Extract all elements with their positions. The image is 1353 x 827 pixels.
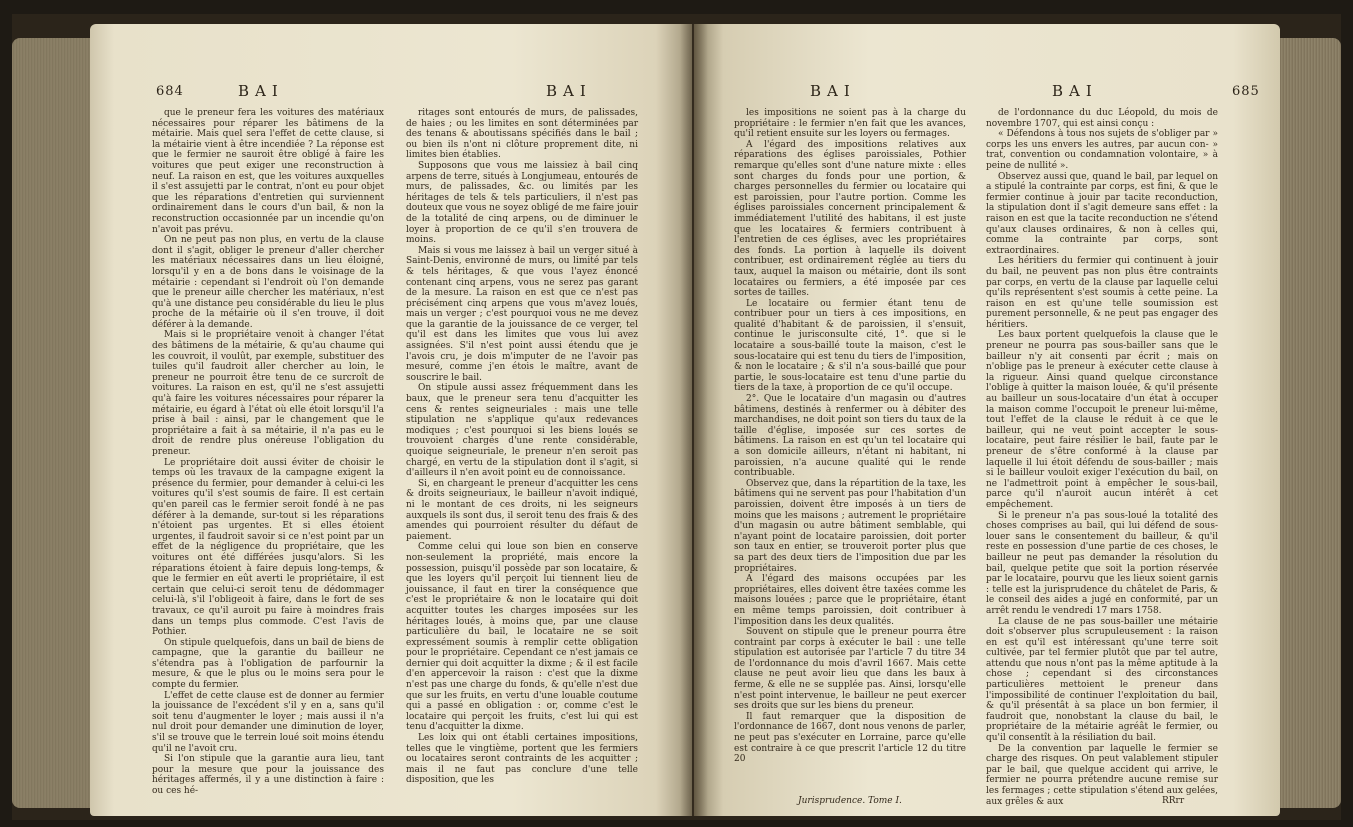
left-page-number: 684 [156, 84, 184, 99]
right-page-number: 685 [1232, 84, 1260, 99]
right-headword-1: BAI [810, 82, 856, 100]
paragraph: Il faut remarquer que la disposition de l'ordonnance de 1667, dont nous venons de parler, ne peut pas s'exécuter en Lorraine, parce qu'elle est contraire à ce que prescrit l'article 12 du titre 20 [734, 711, 966, 765]
left-headword-1: BAI [238, 82, 284, 100]
paragraph: 2°. Que le locataire d'un magasin ou d'autres bâtimens, destinés à renfermer ou à débiter des marchandises, ne doit point son tiers du taux de la taille d'église, imposée sur ces sortes de bâtimens. La raison en est qu'un tel locataire qui a son domicile ailleurs, n'étant ni habitant, ni paroissien, n'a aucune qualité qui le rende contribuable. [734, 394, 966, 479]
paragraph: « Défendons à tous nos sujets de s'obliger par » corps les uns envers les autres, par aucun con- » trat, convention ou condamnation volontaire, » à peine de nullité ». [986, 129, 1218, 171]
paragraph: ritages sont entourés de murs, de palissades, de haies ; ou les limites en sont déterminées par des tenans & aboutissans spécifiés dans le bail ; ou bien ils n'ont ni clôture proprement dite, ni limites bien établies. [406, 108, 638, 161]
paragraph: Mais si le propriétaire venoit à changer l'état des bâtimens de la métairie, & qu'au chaume qui les couvroit, il voulût, par exemple, substituer des tuiles qu'il faudroit aller chercher au loin, le preneur ne pourroit être tenu de ce surcroît de voitures. La raison en est, qu'il ne s'est assujetti qu'à faire les voitures nécessaires pour réparer la métairie, eu égard à l'état où elle étoit lorsqu'il l'a prise à bail : ainsi, par le changement que le propriétaire a fait à sa métairie, il n'a pas eu le droit de rendre plus onéreuse l'obligation du preneur. [152, 330, 384, 457]
book-spread [12, 14, 1341, 820]
footer-volume: Jurisprudence. Tome I. [798, 796, 902, 806]
paragraph: Observez aussi que, quand le bail, par lequel on a stipulé la contrainte par corps, est fini, & que le fermier continue à jouir par tacite reconduction, la stipulation dont il s'agit demeure sans effet : la raison en est que la tacite reconduction ne s'étend qu'aux clauses ordinaires, & non à celles qui, comme la contrainte par corps, sont extraordinaires. [986, 171, 1218, 256]
right-headword-2: BAI [1052, 82, 1098, 100]
paragraph: Le locataire ou fermier étant tenu de contribuer pour un tiers à ces impositions, en qualité d'habitant & de paroissien, il s'ensuit, continue le jurisconsulte cité, 1°. que si le locataire a sous-baillé toute la maison, c'est le sous-locataire qui est tenu du tiers de l'imposition, & non le locataire ; & s'il n'a sous-baillé que pour partie, le sous-locataire est tenu d'une partie du tiers de la taxe, à proportion de ce qu'il occupe. [734, 298, 966, 394]
paragraph: de l'ordonnance du duc Léopold, du mois de novembre 1707, qui est ainsi conçu : [986, 108, 1218, 129]
paragraph: On stipule aussi assez fréquemment dans les baux, que le preneur sera tenu d'acquitter les cens & rentes seigneuriales : mais une telle stipulation ne s'applique qu'aux redevances modiques ; c'est pourquoi si les biens loués se trouvoient chargés d'une rente considérable, quoique seigneuriale, le preneur n'en seroit pas chargé, en vertu de la stipulation dont il s'agit, si d'ailleurs il n'en avoit point eu de connoissance. [406, 383, 638, 479]
right-column-2 [986, 108, 1218, 807]
paragraph: Le propriétaire doit aussi éviter de choisir le temps où les travaux de la campagne exigent la présence du fermier, pour demander à celui-ci les voitures qu'il s'est soumis de faire. Il est certain qu'en pareil cas le fermier seroit fondé à ne pas déférer à la demande, sur-tout si les réparations n'étoient pas urgentes. Et si elles étoient urgentes, il faudroit savoir si ce n'est point par un effet de la négligence du propriétaire, que les voitures ont été différées jusqu'alors. Si les réparations étoient à faire depuis long-temps, & que le fermier en eût averti le propriétaire, il est certain que celui-ci seroit tenu de dédommager celui-là, s'il l'obligeoit à faire, dans le fort de ses travaux, ce qu'il auroit pu faire à moindres frais dans un temps plus commode. C'est l'avis de Pothier. [152, 457, 384, 638]
paragraph: Comme celui qui loue son bien en conserve non-seulement la propriété, mais encore la possession, puisqu'il possède par son locataire, & que les loyers qu'il perçoit lui tiennent lieu de jouissance, il faut en tirer la conséquence que c'est le propriétaire & non le locataire qui doit acquitter toutes les charges imposées sur les héritages loués, à moins que, par une clause particulière du bail, le locataire ne se soit expressément soumis à remplir cette obligation pour le propriétaire. Cependant ce n'est jamais ce dernier qui doit acquitter la dixme ; & il est facile d'en appercevoir la raison : c'est que la dixme n'est pas une charge du fonds, & qu'elle n'est due que sur les fruits, en vertu d'une louable coutume qui a passé en obligation : or, comme c'est le locataire qui perçoit les fruits, c'est lui qui est tenu d'acquitter la dixme. [406, 542, 638, 733]
left-page [90, 24, 692, 816]
right-running-head [694, 82, 1280, 104]
left-headword-2: BAI [546, 82, 592, 100]
paragraph: Observez que, dans la répartition de la taxe, les bâtimens qui ne servent pas pour l'habitation d'un paroissien, doivent être imposés à un tiers de moins que les maisons ; autrement le propriétaire d'un magasin ou autre bâtiment semblable, qui n'ayant point de locataire paroissien, doit porter son taux en entier, se trouveroit porter plus que sa part des deux tiers de l'imposition due par les propriétaires. [734, 478, 966, 574]
paragraph: les impositions ne soient pas à la charge du propriétaire : le fermier n'en fait que les avances, qu'il retient ensuite sur les loyers ou fermages. [734, 108, 966, 140]
paragraph: De la convention par laquelle le fermier se charge des risques. On peut valablement stipuler par le bail, que quelque accident qui arrive, le fermier ne pourra prétendre aucune remise sur les fermages ; cette stipulation s'étend aux gelées, aux grêles & aux [986, 743, 1218, 807]
paragraph: On ne peut pas non plus, en vertu de la clause dont il s'agit, obliger le preneur d'aller chercher les matériaux nécessaires dans un lieu éloigné, lorsqu'il y en a de bons dans le voisinage de la métairie : cependant si l'endroit où l'on demande que le preneur aille chercher les matériaux, n'est qu'à une distance peu considérable du lieu le plus proche de la métairie où il s'en trouve, il doit déférer à la demande. [152, 235, 384, 330]
right-page [694, 24, 1280, 816]
paragraph: Mais si vous me laissez à bail un verger situé à Saint-Denis, environné de murs, ou limité par tels & tels héritages, & que vous l'ayez énoncé contenant cinq arpens, vous ne serez pas garant de la mesure. La raison en est que ce n'est pas précisément cinq arpens que vous m'avez loués, mais un verger ; c'est pourquoi vous ne me devez que la garantie de la jouissance de ce verger, tel qu'il est dans les limites que vous lui avez assignées. S'il n'est point aussi étendu que je l'avois cru, je dois m'imputer de ne l'avoir pas mesuré, comme j'en étois le maître, avant de souscrire le bail. [406, 245, 638, 383]
paragraph: La clause de ne pas sous-bailler une métairie doit s'observer plus scrupuleusement : la raison en est qu'il est intéressant qu'une terre soit cultivée, par tel fermier plutôt que par tel autre, attendu que nous n'ont pas la même aptitude à la chose ; cependant si des circonstances particulières mettoient le preneur dans l'impossibilité de continuer l'exploitation du bail, & qu'il présentât à sa place un bon fermier, il faudroit que, nonobstant la clause du bail, le propriétaire de la métairie agréât le fermier, ou qu'il consentît à la résiliation du bail. [986, 616, 1218, 744]
paragraph: Les héritiers du fermier qui continuent à jouir du bail, ne peuvent pas non plus être contraints par corps, en vertu de la clause par laquelle celui qu'ils représentent s'est soumis à cette peine. La raison en est qu'une telle soumission est purement personnelle, & ne peut pas engager des héritiers. [986, 256, 1218, 330]
left-column-1 [152, 108, 384, 797]
left-page-edges [12, 38, 94, 808]
left-column-2 [406, 108, 638, 786]
paragraph: que le preneur fera les voitures des matériaux nécessaires pour réparer les bâtimens de la métairie. Mais quel sera l'effet de cette clause, si la métairie vient à être incendiée ? La réponse est que le fermier ne sauroit être obligé à faire les voitures que peut exiger une reconstruction à neuf. La raison en est, que les voitures auxquelles il s'est assujetti par le contrat, n'ont eu pour objet que les réparations d'entretien qui surviennent ordinairement dans le cours d'un bail, & non la reconstruction occasionnée par un incendie qu'on n'avoit pas prévu. [152, 108, 384, 235]
right-page-edges [1278, 38, 1341, 808]
paragraph: Supposons que vous me laissiez à bail cinq arpens de terre, situés à Longjumeau, entourés de murs, de palissades, &c. ou limités par les héritages de tels & tels particuliers, il n'est pas douteux que vous ne soyez obligé de me faire jouir de la totalité de cinq arpens, ou de diminuer le loyer à proportion de ce qu'il s'en trouvera de moins. [406, 160, 639, 246]
paragraph: L'effet de cette clause est de donner au fermier la jouissance de l'excédent s'il y en a, sans qu'il soit tenu d'augmenter le loyer ; mais aussi il n'a nul droit pour demander une diminution de loyer, s'il se trouve que le terrein loué soit moins étendu qu'il ne l'avoit cru. [152, 690, 384, 754]
paragraph: Si l'on stipule que la garantie aura lieu, tant pour la mesure que pour la jouissance des héritages affermés, il y a une distinction à faire : ou ces hé- [152, 754, 384, 796]
paragraph: A l'égard des impositions relatives aux réparations des églises paroissiales, Pothier remarque qu'elles sont d'une nature mixte : elles sont charges du fonds pour une portion, & charges personnelles du fermier ou locataire qui est paroissien, pour l'autre portion. Comme les églises paroissiales concernent principalement & immédiatement l'utilité des habitans, il est juste que les locataires & fermiers contribuent à l'entretien de ces églises, avec les propriétaires des fonds. La portion à laquelle ils doivent contribuer, est ordinairement réglée au tiers du taux, auquel la maison ou métairie, dont ils sont locataires ou fermiers, a été imposée par ces sortes de tailles. [734, 139, 966, 299]
right-column-1 [734, 108, 966, 765]
paragraph: A l'égard des maisons occupées par les propriétaires, elles doivent être taxées comme les maisons louées ; parce que le propriétaire, étant en même temps paroissien, doit contribuer à l'imposition dans les deux qualités. [734, 574, 966, 627]
paragraph: Souvent on stipule que le preneur pourra être contraint par corps à exécuter le bail : une telle stipulation est autorisée par l'article 7 du titre 34 de l'ordonnance du mois d'avril 1667. Mais cette clause ne peut avoir lieu que dans les baux à ferme, & elle ne se supplée pas. Ainsi, lorsqu'elle n'est point intervenue, le bailleur ne peut exercer ses droits que sur les biens du preneur. [734, 627, 966, 712]
paragraph: Si le preneur n'a pas sous-loué la totalité des choses comprises au bail, qui lui défend de sous-louer sans le consentement du bailleur, & qu'il reste en possession d'une partie de ces choses, le bailleur ne peut pas demander la résolution du bail, quelque petite que soit la portion réservée par le locataire, pourvu que les lieux soient garnis : telle est la jurisprudence du châtelet de Paris, & le conseil des aides a jugé en conformité, par un arrêt rendu le vendredi 17 mars 1758. [986, 510, 1218, 616]
paragraph: On stipule quelquefois, dans un bail de biens de campagne, que la garantie du bailleur ne s'étendra pas à l'obligation de parfournir la mesure, & que le plus ou le moins sera pour le compte du fermier. [152, 637, 384, 691]
paragraph: Les baux portent quelquefois la clause que le preneur ne pourra pas sous-bailler sans que le bailleur n'y ait consenti par écrit ; mais on n'oblige pas le preneur à exécuter cette clause à la rigueur. Ainsi quand quelque circonstance l'oblige à quitter la maison louée, & qu'il présente au bailleur un sous-locataire d'un état à occuper la maison comme l'occupoit le preneur lui-même, tout l'effet de la clause le réduit à ce que le bailleur, qui ne veut point accepter le sous-locataire, peut faire résilier le bail, faute par le preneur de s'être conformé à la clause par laquelle il lui étoit défendu de sous-bailler ; mais si le bailleur vouloit exiger l'exécution du bail, on ne l'admettroit point à empêcher le sous-bail, parce qu'il n'auroit aucun intérêt à cet empêchement. [986, 330, 1218, 510]
gutter-shadow [680, 24, 708, 816]
paragraph: Les loix qui ont établi certaines impositions, telles que le vingtième, portent que les fermiers ou locataires seront contraints de les acquitter ; mais il ne faut pas conclure d'une telle disposition, que les [406, 733, 638, 786]
left-running-head [90, 82, 692, 104]
signature-mark: RRrr [1162, 796, 1185, 806]
paragraph: Si, en chargeant le preneur d'acquitter les cens & droits seigneuriaux, le bailleur n'avoit indiqué, ni le montant de ces droits, ni les seigneurs auxquels ils sont dus, il seroit tenu des frais & des amendes qui pourroient résulter du défaut de paiement. [406, 478, 638, 542]
